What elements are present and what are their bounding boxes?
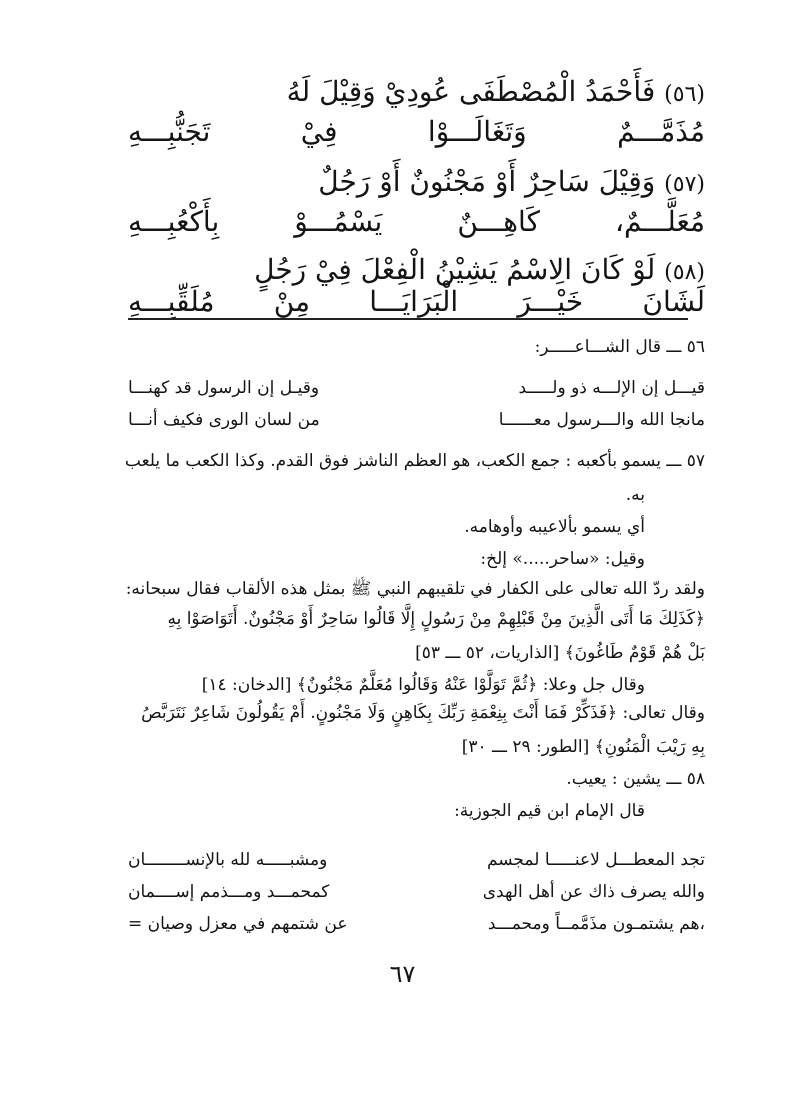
- note-58-poem-line: [128, 852, 705, 869]
- note-57-line: ولقد ردّ الله تعالى على الكفار في تلقيبهم النبي ﷺ بمثل هذه الألقاب فقال سبحانه:: [125, 579, 705, 599]
- verse-number: (٥٦): [664, 82, 705, 107]
- poem-hemistich: ومشبـــــه لله بالإنســــــــان: [128, 850, 328, 870]
- poem-hemistich: قيـــل إن الإلـــه ذو ولـــــد: [518, 378, 705, 398]
- poem-hemistich: من لسان الورى فكيف أنـــا: [128, 410, 320, 430]
- note-58-line: قال الإمام ابن قيم الجوزية:: [454, 801, 645, 821]
- verse-word: لَشَانَ: [642, 285, 705, 318]
- poem-hemistich: عن شتمهم في معزل وصيان =: [128, 914, 348, 934]
- verse-word: مِنْ: [273, 285, 311, 318]
- verse-word: كَاهِـــنٌ: [457, 205, 540, 238]
- poem-hemistich: تجد المعطـــل لاعنـــــا لمجسم: [486, 850, 705, 870]
- note-56-heading: ٥٦ ـــ قال الشـــاعـــــر:: [534, 337, 705, 357]
- page-number: ٦٧: [389, 960, 416, 988]
- verse-text: لَوْ كَانَ الِاسْمُ يَشِيْنُ الْفِعْلَ فِيْ رَجُلٍ: [254, 253, 656, 286]
- verse-word: مُعَلَّـــمٌ،: [614, 205, 705, 238]
- poem-hemistich: والله يصرف ذاك عن أهل الهدى: [482, 882, 705, 902]
- note-58-line: ٥٨ ـــ يشين : يعيب.: [566, 769, 705, 789]
- verse-58-first-hemistich: [254, 253, 705, 286]
- note-57-line: ٥٧ ـــ يسمو بأكعبه : جمع الكعب، هو العظم الناشز فوق القدم. وكذا الكعب ما يلعب: [124, 451, 705, 471]
- verse-word: بِأَكْعُبِـــهِ: [128, 205, 220, 238]
- quran-quote: بَلْ هُمْ قَوْمٌ طَاغُونَ﴾ [الذاريات، ٥٢ ـــ ٥٣]: [415, 643, 705, 663]
- note-57-line: وقيل: «ساحر.....» إلخ:: [480, 549, 645, 569]
- verse-word: وَتَغَالَـــوْا: [427, 115, 527, 148]
- verse-word: فِيْ: [300, 115, 338, 148]
- verse-word: خَيْـــرَ: [517, 285, 584, 318]
- verse-word: مُلَقِّبِـــهِ: [128, 285, 215, 318]
- poem-hemistich: مانجا الله والـــرسول معــــــا: [498, 410, 705, 430]
- quran-quote: وقال جل وعلا: ﴿ثُمَّ تَوَلَّوْا عَنْهُ وَقَالُوا مُعَلَّمٌ مَجْنُونٌ﴾ [الدخان: ١٤]: [201, 675, 645, 695]
- verse-text: فَأَحْمَدُ الْمُصْطَفَى عُودِيْ وَقِيْلَ لَهُ: [286, 75, 656, 108]
- verse-word: تَجَنُّبِـــهِ: [128, 115, 211, 148]
- verse-58-second-hemistich: [128, 285, 705, 318]
- poem-hemistich: وقيـل إن الرسول قد كهنـــا: [128, 378, 320, 398]
- verse-57-second-hemistich: [128, 205, 705, 238]
- quran-quote: بِهِ رَيْبَ الْمَنُونِ﴾ [الطور: ٢٩ ـــ ٣٠]: [461, 737, 705, 757]
- quran-quote: ﴿كَذَلِكَ مَا أَتَى الَّذِينَ مِنْ قَبْلِهِمْ مِنْ رَسُولٍ إِلَّا قَالُوا سَاحِرٌ أَوْ مَجْنُونٌ. أَتَوَاصَوْا بِهِ: [167, 609, 705, 629]
- note-58-poem-line: [128, 916, 705, 933]
- poem-hemistich: ،هم يشتمـون مذَمَّمــاً ومحمـــد: [487, 914, 705, 934]
- verse-number: (٥٨): [664, 260, 705, 285]
- note-56-poem-line: [128, 380, 705, 397]
- verse-56-first-hemistich: [286, 75, 705, 108]
- note-56-poem-line: [128, 412, 705, 429]
- verse-57-first-hemistich: [318, 165, 705, 198]
- note-58-poem-line: [128, 884, 705, 901]
- poem-hemistich: كمحمـــد ومـــذمم إســــمان: [128, 882, 330, 902]
- quran-quote: وقال تعالى: ﴿فَذَكِّرْ فَمَا أَنْتَ بِنِعْمَةِ رَبِّكَ بِكَاهِنٍ وَلَا مَجْنُونٍ. أَمْ يَقُولُونَ شَاعِرٌ نَتَرَبَّصُ: [141, 703, 705, 723]
- note-57-line: به.: [625, 485, 645, 505]
- verse-text: وَقِيْلَ سَاحِرٌ أَوْ مَجْنُونٌ أَوْ رَجُلٌ: [318, 165, 656, 198]
- verse-word: مُذَمَّـــمٌ: [617, 115, 705, 148]
- verse-word: الْبَرَايَـــا: [369, 285, 459, 318]
- footnote-separator: [128, 318, 688, 320]
- verse-word: يَسْمُـــوْ: [294, 205, 383, 238]
- note-57-line: أي يسمو بألاعيبه وأوهامه.: [464, 517, 645, 537]
- verse-number: (٥٧): [664, 172, 705, 197]
- verse-56-second-hemistich: [128, 115, 705, 148]
